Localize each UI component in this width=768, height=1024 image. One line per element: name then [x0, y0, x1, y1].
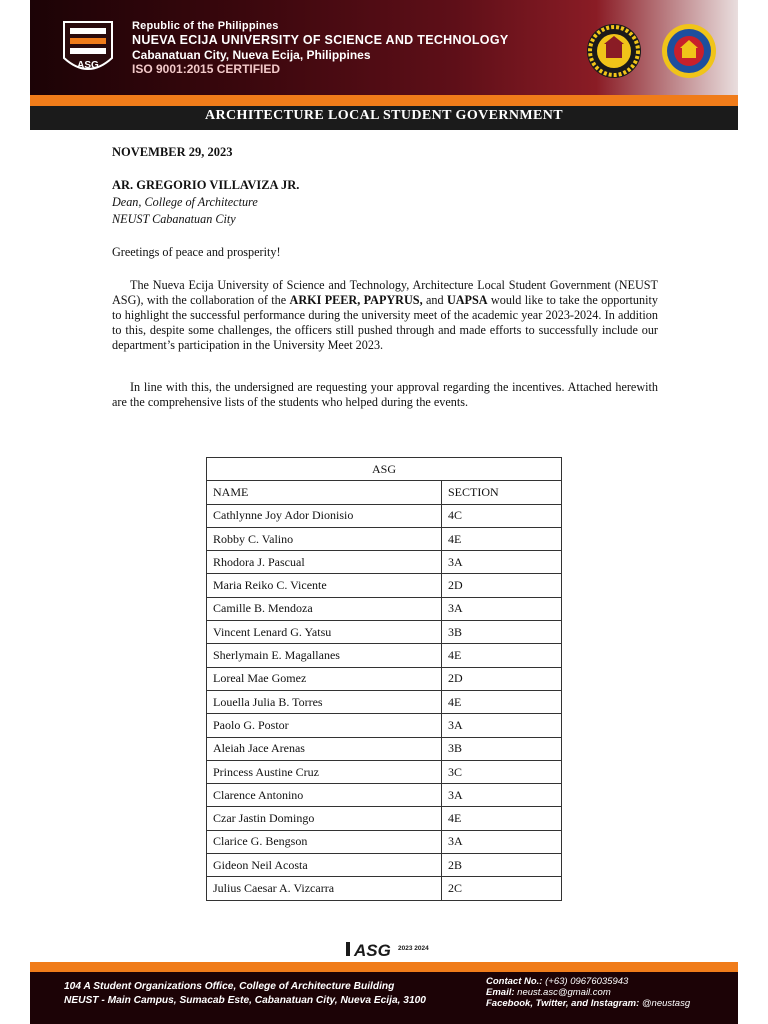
table-row	[207, 621, 562, 644]
table-row	[207, 714, 562, 737]
republic-line: Republic of the Philippines	[132, 20, 279, 32]
asg-footer-logo-icon	[344, 938, 429, 960]
student-name: Julius Caesar A. Vizcarra	[207, 877, 442, 900]
table-row	[207, 644, 562, 667]
table-row	[207, 690, 562, 713]
student-section: 2D	[442, 574, 562, 597]
student-section: 3B	[442, 621, 562, 644]
student-name: Clarence Antonino	[207, 784, 442, 807]
student-name: Robby C. Valino	[207, 527, 442, 550]
student-name: Aleiah Jace Arenas	[207, 737, 442, 760]
students-table	[206, 457, 562, 901]
greeting: Greetings of peace and prosperity!	[112, 245, 281, 259]
student-section: 2C	[442, 877, 562, 900]
student-name: Cathlynne Joy Ador Dionisio	[207, 504, 442, 527]
contact-label: Contact No.:	[486, 976, 543, 987]
student-section: 2D	[442, 667, 562, 690]
social-line	[486, 998, 690, 1009]
address-line-1: 104 A Student Organizations Office, College of Architecture Building	[64, 981, 395, 992]
iso-certification: ISO 9001:2015 CERTIFIED	[132, 62, 281, 76]
header-name: NAME	[207, 481, 442, 504]
student-section: 3A	[442, 830, 562, 853]
para1-text-a: The Nueva Ecija University of Science and Technology, Architecture Local Student Government (NEUST ASG), with the collaboration of the	[112, 278, 658, 307]
para1-text-e: would like to take the opportunity to highlight the successful performance during the university meet of the academic year 2023-2024. In addition to this, despite some challenges, the officers still pushed through and made efforts to successfully include our department’s participation in the University Meet 2023.	[112, 293, 658, 352]
student-name: Sherlymain E. Magallanes	[207, 644, 442, 667]
student-name: Czar Jastin Domingo	[207, 807, 442, 830]
footer-logo-text: ASG	[354, 941, 391, 960]
footer-contact	[486, 976, 690, 1009]
orange-divider	[30, 95, 738, 106]
table-row	[207, 574, 562, 597]
student-section: 3C	[442, 760, 562, 783]
table-row	[207, 784, 562, 807]
table-row	[207, 504, 562, 527]
student-name: Vincent Lenard G. Yatsu	[207, 621, 442, 644]
letterhead	[30, 0, 738, 95]
student-name: Louella Julia B. Torres	[207, 690, 442, 713]
university-name: NUEVA ECIJA UNIVERSITY OF SCIENCE AND TECHNOLOGY	[132, 33, 509, 47]
para1-org-uapsa: UAPSA	[446, 293, 488, 307]
table-header-row	[207, 481, 562, 504]
address-line-2: NEUST - Main Campus, Sumacab Este, Cabanatuan City, Nueva Ecija, 3100	[64, 995, 426, 1006]
student-name: Rhodora J. Pascual	[207, 551, 442, 574]
social-label: Facebook, Twitter, and Instagram:	[486, 998, 640, 1009]
footer-logo-years: 2023 2024	[398, 945, 429, 952]
table-caption-row	[207, 458, 562, 481]
paragraph-2: In line with this, the undersigned are requesting your approval regarding the incentives. Attached herewith are the comprehensive lists of the students who helped during the events.	[112, 380, 658, 409]
student-section: 3B	[442, 737, 562, 760]
university-seal-icon	[660, 22, 718, 80]
table-row	[207, 597, 562, 620]
email-label: Email:	[486, 987, 515, 998]
student-name: Paolo G. Postor	[207, 714, 442, 737]
footer-address	[64, 980, 426, 1008]
email-value[interactable]: neust.asc@gmail.com	[517, 987, 611, 998]
contact-value: (+63) 09676035943	[545, 976, 629, 987]
addressee-title: Dean, College of Architecture	[112, 195, 258, 209]
letter-page	[30, 0, 738, 1024]
table-row	[207, 737, 562, 760]
table-row	[207, 667, 562, 690]
asg-logo-icon	[58, 18, 118, 80]
student-name: Gideon Neil Acosta	[207, 854, 442, 877]
student-section: 3A	[442, 597, 562, 620]
student-section: 3A	[442, 714, 562, 737]
table-row	[207, 527, 562, 550]
table-row	[207, 854, 562, 877]
table-caption: ASG	[207, 458, 562, 481]
banner	[30, 106, 738, 130]
student-section: 4E	[442, 690, 562, 713]
para1-orgs: ARKI PEER, PAPYRUS,	[289, 293, 423, 307]
footer-orange-divider	[30, 962, 738, 972]
student-section: 4E	[442, 527, 562, 550]
social-value[interactable]: @neustasg	[641, 998, 691, 1009]
student-name: Loreal Mae Gomez	[207, 667, 442, 690]
student-section: 4E	[442, 644, 562, 667]
table-row	[207, 760, 562, 783]
email-line	[486, 987, 690, 998]
student-section: 4E	[442, 807, 562, 830]
banner-title: ARCHITECTURE LOCAL STUDENT GOVERNMENT	[205, 108, 563, 123]
letterhead-text	[132, 20, 508, 76]
student-section: 2B	[442, 854, 562, 877]
table-row	[207, 830, 562, 853]
student-section: 4C	[442, 504, 562, 527]
para1-text-c: and	[422, 293, 447, 307]
contact-number-line	[486, 976, 690, 987]
student-section: 3A	[442, 784, 562, 807]
addressee-name: AR. GREGORIO VILLAVIZA JR.	[112, 178, 300, 192]
header-section: SECTION	[442, 481, 562, 504]
logo-text: ASG	[77, 60, 99, 71]
footer-logo	[30, 938, 738, 965]
table-row	[207, 807, 562, 830]
college-seal-icon	[585, 22, 643, 80]
university-location: Cabanatuan City, Nueva Ecija, Philippines	[132, 48, 371, 62]
student-section: 3A	[442, 551, 562, 574]
paragraph-1	[112, 278, 658, 353]
letter-date: NOVEMBER 29, 2023	[112, 145, 233, 159]
student-name: Princess Austine Cruz	[207, 760, 442, 783]
table-row	[207, 877, 562, 900]
student-name: Maria Reiko C. Vicente	[207, 574, 442, 597]
table-row	[207, 551, 562, 574]
addressee-place: NEUST Cabanatuan City	[112, 212, 236, 226]
student-name: Clarice G. Bengson	[207, 830, 442, 853]
student-name: Camille B. Mendoza	[207, 597, 442, 620]
